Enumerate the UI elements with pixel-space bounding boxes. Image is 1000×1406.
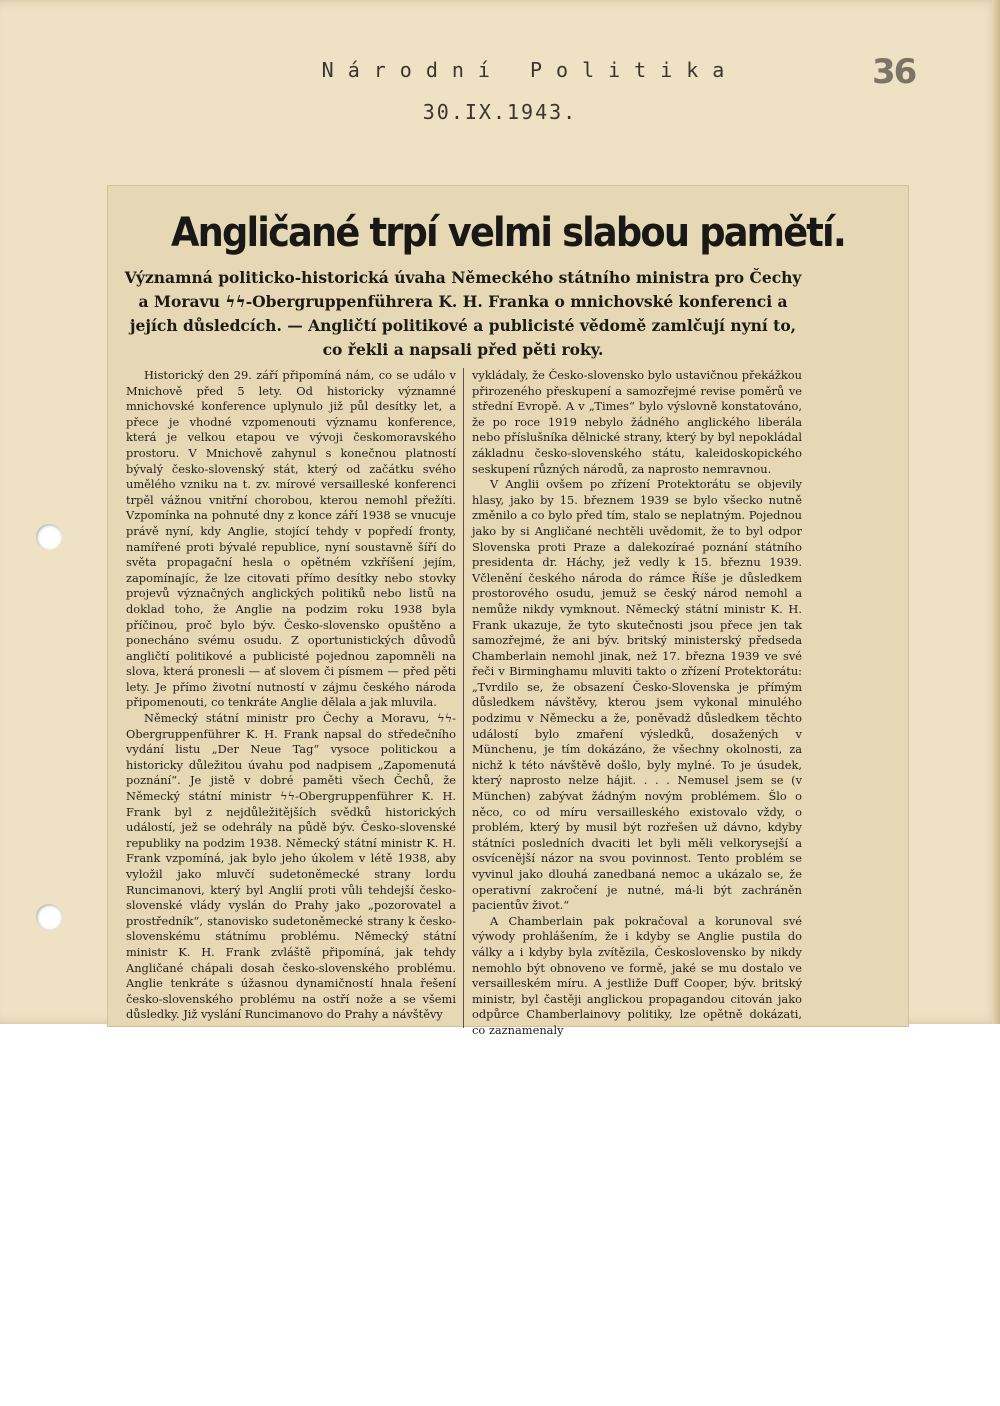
article-subheadline: Významná politicko-historická úvaha Německého státního ministra pro Čechy a Moravu ϟϟ-Obergruppenführera K. H. Franka o mnichovské konferenci a jejích důsledcích. — Angličtí politikové a publicisté vědomě zamlčují nyní to, co řekli a napsali před pěti roky. (124, 268, 802, 359)
punch-hole-icon (36, 524, 62, 550)
newspaper-clipping (108, 186, 908, 1037)
article-column-right (472, 368, 802, 1037)
paragraph: Německý státní ministr pro Čechy a Moravu, ϟϟ-Obergruppenführer K. H. Frank napsal do středečního vydání listu „Der Neue Tag“ vysoce politickou a historicky důležitou úvahu pod nadpisem „Zapomenutá poznání“. Je jistě v dobré paměti všech Čechů, že Německý státní ministr ϟϟ-Obergruppenführer K. H. Frank byl z nejdůležitějších svědků historických událostí, jež se odehrály na půdě býv. Česko-slovenské republiky na podzim 1938. Německý státní ministr K. H. Frank vzpomíná, jak bylo jeho úkolem v létě 1938, aby vyložil jako mluvčí sudetoněmecké strany lordu Runcimanovi, který byl Anglií proti vůli tehdejší česko-slovenské vlády vyslán do Prahy jako „pozorovatel a prostředník“, stanovisko sudetoněmecké strany k česko-slovenskému státnímu problému. Německý státní ministr K. H. Frank zvláště připomíná, jak tehdy Angličané chápali dosah česko-slovenského problému. Anglie tenkráte s úžasnou dynamičností hnala řešení česko-slovenského problému na ostří nože a se všemi důsledky. Již vyslání Runcimanovo do Prahy a návštěvy (126, 711, 456, 1022)
issue-date: 30.IX.1943. (422, 100, 578, 124)
folio-number: 36 (872, 52, 916, 92)
paragraph: V Anglii ovšem po zřízení Protektorátu se objevily hlasy, jako by 15. březnem 1939 se bylo všecko nutně změnilo a co bylo před tím, stalo se neplatným. Pojednou jako by si Angličané nechtěli uvědomit, že to byl odpor Slovenska proti Praze a dalekozíraé poznání státního presidenta dr. Háchy, jež vedly k 15. březnu 1939. Včlenění českého národa do rámce Říše je důsledkem prostorového osudu, jemuž se český národ nemohl a nemůže nikdy vymknout. Německý státní ministr K. H. Frank ukazuje, že tyto skutečnosti jsou přece jen tak samozřejmé, že ani býv. britský ministerský předseda Chamberlain nemohl jinak, než 17. března 1939 ve své řeči v Birminghamu mluviti takto o zřízení Protektorátu: „Tvrdilo se, že obsazení Česko-Slovenska je přímým důsledkem návštěvy, kterou jsem vykonal minulého podzimu v Německu a že, poněvadž důsledkem těchto událostí bylo zmaření výsledků, dosažených v Münchenu, je tím dokázáno, že všechny okolnosti, za nichž k této návštěvě došlo, byly mylné. To je úsudek, který naprosto nelze hájit. . . . Nemusel jsem se (v München) zabývat žádným novým problémem. Šlo o něco, co od míru versailleského existovalo vždy, o problém, který by musil být rozřešen už dávno, kdyby státníci posledních dvaciti let byli měli velkorysejší a osvícenější názor na svou povinnost. Tento problém se vyvinul jako dlouhá zanedbaná nemoc a ukázalo se, že operativní zakročení je nutné, má-li být zachráněn pacientův život.“ (472, 477, 802, 913)
paragraph: vykládaly, že Česko-slovensko bylo ustavičnou překážkou přirozeného přeskupení a samozřejmé revise poměrů ve střední Evropě. A v „Times“ bylo výslovně konstatováno, že po roce 1919 nebylo žádného anglického liberála nebo příslušníka dělnické strany, který by byl nepokládal základnu česko-slovenského státu, kaleidoskopického seskupení různých národů, za naprosto nemravnou. (472, 368, 802, 476)
column-divider (463, 368, 464, 1028)
article-column-left (126, 368, 456, 1028)
article-headline: Angličané trpí velmi slabou pamětí. (171, 210, 845, 256)
paragraph: A Chamberlain pak pokračoval a korunoval své výwody prohlášením, že i kdyby se Anglie pustila do války a i kdyby byla zvítězila, Československo by nikdy nemohlo být obnoveno ve formě, jaké se mu dostalo ve versailleském míru. A jestliže Duff Cooper, býv. britský ministr, byl častěji anglickou propagandou citován jako odpůrce Chamberlainovy politiky, lze opětně dokázati, co zaznamenaly (472, 913, 802, 1037)
punch-hole-icon (36, 904, 62, 930)
paragraph: Historický den 29. září připomíná nám, co se událo v Mnichově před 5 lety. Od historicky významné mnichovské konference uplynulo již půl desítky let, a přece je vhodné vzpomenouti významu konference, která je velkou etapou ve vývoji českomoravského prostoru. V Mnichově zahynul s konečnou platností bývalý česko-slovenský stát, který od začátku svého umělého vzniku na t. zv. mírové versailleské konferenci trpěl vážnou vnitřní chorobou, kterou nemohl přežíti. Vzpomínka na pohnuté dny z konce září 1938 se vnucuje právě nyní, kdy Anglie, stojící tehdy v popředí fronty, namířené proti bývalé republice, nyní soustavně šíří do světa propagační hesla o opětném vzkříšení jejím, zapomínajíc, že lze citovati přímo desítky nebo stovky projevů význačných anglických politiků nebo listů na doklad toho, že Anglie na podzim roku 1938 byla příčinou, proč bylo býv. Česko-slovensko opuštěno a ponecháno svému osudu. Z oportunistických důvodů angličtí politikové a publicisté pojednou zapomněli na slova, která pronesli — ať slovem či písmem — před pěti lety. Je přímo životní nutností v zájmu českého národa připomenouti, co tenkráte Anglie dělala a jak mluvila. (126, 368, 456, 710)
newspaper-name: Národní Politika (321, 58, 739, 82)
article-body (126, 368, 808, 1037)
